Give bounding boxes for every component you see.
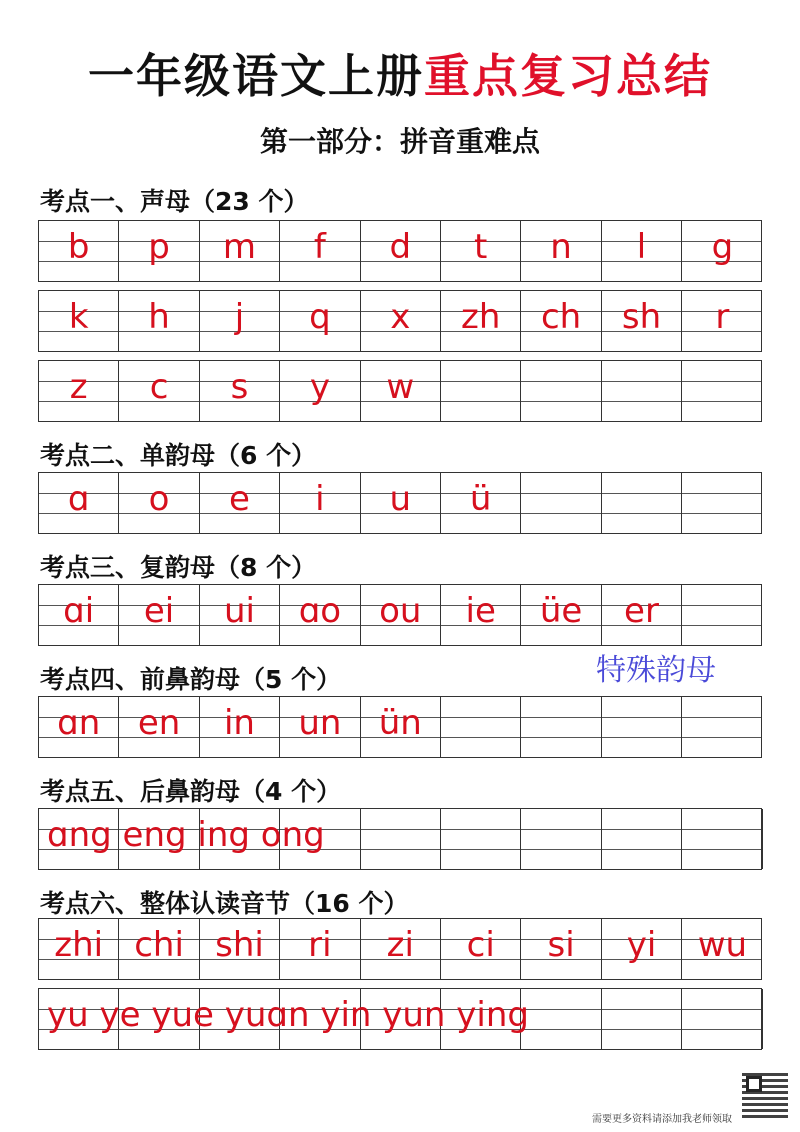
title-red: 重点复习总结	[424, 49, 712, 103]
grid-cell	[441, 809, 521, 869]
pinyin-cell-text: zh	[460, 297, 501, 337]
pinyin-cell-text: r	[715, 297, 730, 337]
section-title-1: 考点一、声母（23 个）	[40, 187, 309, 216]
grid-cell	[521, 291, 601, 351]
section-title-5: 考点五、后鼻韵母（4 个）	[40, 777, 342, 806]
pinyin-cell-text: ü	[469, 479, 492, 519]
pinyin-cell-text: c	[149, 367, 169, 407]
subtitle: 第一部分：拼音重难点	[259, 125, 540, 158]
pinyin-cell-text: u	[389, 479, 412, 519]
grid-cell	[682, 697, 762, 757]
pinyin-cell-text: h	[148, 297, 170, 337]
qr-code-icon	[742, 1072, 788, 1118]
grid-cell	[441, 697, 521, 757]
pinyin-row-text: yu ye yue yuɑn yin yun ying	[47, 995, 529, 1035]
grid-cell	[682, 473, 762, 533]
pinyin-cell-text: x	[390, 297, 411, 337]
pinyin-cell-text: in	[223, 703, 255, 743]
grid-cell	[602, 473, 682, 533]
pinyin-cell-text: n	[550, 227, 572, 267]
pinyin-cell-text: ei	[143, 591, 175, 631]
pinyin-cell-text: yi	[626, 925, 657, 965]
pinyin-cell-text: k	[68, 297, 89, 337]
grid-row-1	[38, 220, 762, 282]
grid-cell	[361, 697, 441, 757]
pinyin-cell-text: un	[298, 703, 342, 743]
grid-cell	[682, 361, 762, 421]
grid-cell	[682, 809, 762, 869]
grid-cell	[602, 361, 682, 421]
pinyin-cell-text: ɑi	[63, 591, 95, 631]
pinyin-cell-text: o	[148, 479, 170, 519]
grid-cell	[521, 473, 601, 533]
grid-cell	[200, 291, 280, 351]
pinyin-cell-text: f	[313, 227, 326, 267]
grid-cell	[602, 989, 682, 1049]
pinyin-cell-text: ɑo	[298, 591, 342, 631]
section-title-4: 考点四、前鼻韵母（5 个）	[40, 665, 342, 694]
pinyin-cell-text: wu	[697, 925, 748, 965]
pinyin-cell-text: ci	[466, 925, 495, 965]
pinyin-cell-text: y	[309, 367, 330, 407]
pinyin-cell-text: ui	[223, 591, 255, 631]
grid-cell	[280, 361, 360, 421]
pinyin-cell-text: shi	[215, 925, 264, 965]
grid-cell	[39, 221, 119, 281]
grid-row-2	[38, 290, 762, 352]
grid-row-4	[38, 472, 762, 534]
grid-cell	[521, 919, 601, 979]
grid-cell	[119, 361, 199, 421]
grid-cell	[361, 221, 441, 281]
grid-cell	[280, 697, 360, 757]
grid-cell	[39, 361, 119, 421]
pinyin-cell-text: er	[624, 591, 659, 631]
grid-cell	[119, 919, 199, 979]
section-title-2: 考点二、单韵母（6 个）	[40, 441, 317, 470]
footer-text: 需要更多资料请添加我老师领取	[592, 1114, 732, 1125]
grid-cell	[280, 919, 360, 979]
grid-cell	[361, 809, 441, 869]
pinyin-cell-text: si	[547, 925, 575, 965]
grid-cell	[521, 585, 601, 645]
grid-cell	[682, 989, 762, 1049]
grid-cell	[361, 919, 441, 979]
grid-cell	[200, 361, 280, 421]
section-title-6: 考点六、整体认读音节（16 个）	[40, 889, 409, 918]
grid-cell	[361, 291, 441, 351]
grid-cell	[441, 585, 521, 645]
grid-cell	[280, 221, 360, 281]
grid-cell	[521, 989, 601, 1049]
grid-cell	[521, 809, 601, 869]
title-black: 一年级语文上册	[88, 49, 424, 103]
grid-cell	[361, 473, 441, 533]
grid-cell	[200, 221, 280, 281]
pinyin-cell-text: m	[222, 227, 257, 267]
pinyin-cell-text: e	[229, 479, 250, 519]
grid-cell	[39, 919, 119, 979]
page-title	[0, 40, 800, 106]
pinyin-cell-text: b	[67, 227, 90, 267]
grid-cell	[682, 221, 762, 281]
grid-cell	[602, 809, 682, 869]
grid-cell	[521, 361, 601, 421]
grid-cell	[119, 473, 199, 533]
grid-cell	[119, 585, 199, 645]
pinyin-cell-text: sh	[621, 297, 662, 337]
pinyin-cell-text: ie	[465, 591, 496, 631]
grid-cell	[602, 291, 682, 351]
pinyin-cell-text: üe	[539, 591, 583, 631]
grid-cell	[602, 585, 682, 645]
grid-cell	[682, 585, 762, 645]
grid-cell	[682, 919, 762, 979]
grid-cell	[361, 585, 441, 645]
pinyin-cell-text: ou	[379, 591, 422, 631]
pinyin-cell-text: en	[137, 703, 181, 743]
grid-cell	[280, 291, 360, 351]
special-finals-note: 特殊韵母	[596, 653, 716, 688]
pinyin-cell-text: zi	[386, 925, 414, 965]
grid-row-5	[38, 584, 762, 646]
grid-cell	[441, 919, 521, 979]
grid-cell	[441, 221, 521, 281]
grid-cell	[200, 919, 280, 979]
grid-cell	[521, 697, 601, 757]
grid-cell	[602, 697, 682, 757]
pinyin-cell-text: j	[234, 297, 245, 337]
pinyin-cell-text: s	[230, 367, 249, 407]
grid-cell	[39, 697, 119, 757]
grid-cell	[200, 697, 280, 757]
grid-cell	[119, 221, 199, 281]
pinyin-cell-text: p	[148, 227, 170, 267]
grid-cell	[280, 473, 360, 533]
grid-cell	[441, 291, 521, 351]
grid-cell	[602, 221, 682, 281]
grid-cell	[682, 291, 762, 351]
pinyin-cell-text: chi	[134, 925, 184, 965]
pinyin-cell-text: d	[389, 227, 412, 267]
grid-row-3	[38, 360, 762, 422]
grid-cell	[39, 291, 119, 351]
pinyin-cell-text: ɑn	[57, 703, 101, 743]
grid-cell	[39, 585, 119, 645]
pinyin-cell-text: i	[315, 479, 325, 519]
grid-cell	[119, 697, 199, 757]
section-title-3: 考点三、复韵母（8 个）	[40, 553, 317, 582]
pinyin-cell-text: w	[386, 367, 415, 407]
grid-cell	[602, 919, 682, 979]
grid-cell	[521, 221, 601, 281]
pinyin-cell-text: zhi	[54, 925, 104, 965]
pinyin-cell-text: ün	[378, 703, 422, 743]
grid-cell	[361, 361, 441, 421]
grid-cell	[200, 473, 280, 533]
pinyin-cell-text: g	[711, 227, 734, 267]
pinyin-cell-text: ɑ	[67, 479, 90, 519]
grid-row-8	[38, 918, 762, 980]
grid-cell	[441, 473, 521, 533]
grid-cell	[280, 585, 360, 645]
pinyin-cell-text: ch	[540, 297, 582, 337]
grid-cell	[441, 361, 521, 421]
pinyin-cell-text: z	[69, 367, 88, 407]
pinyin-cell-text: q	[309, 297, 331, 337]
grid-row-9	[38, 988, 762, 1050]
grid-cell	[200, 585, 280, 645]
grid-cell	[39, 473, 119, 533]
pinyin-cell-text: l	[636, 227, 647, 267]
pinyin-row-text: ɑng eng ing ong	[47, 815, 325, 855]
grid-row-6	[38, 696, 762, 758]
grid-row-7	[38, 808, 762, 870]
pinyin-cell-text: ri	[308, 925, 332, 965]
grid-cell	[119, 291, 199, 351]
pinyin-cell-text: t	[474, 227, 488, 267]
